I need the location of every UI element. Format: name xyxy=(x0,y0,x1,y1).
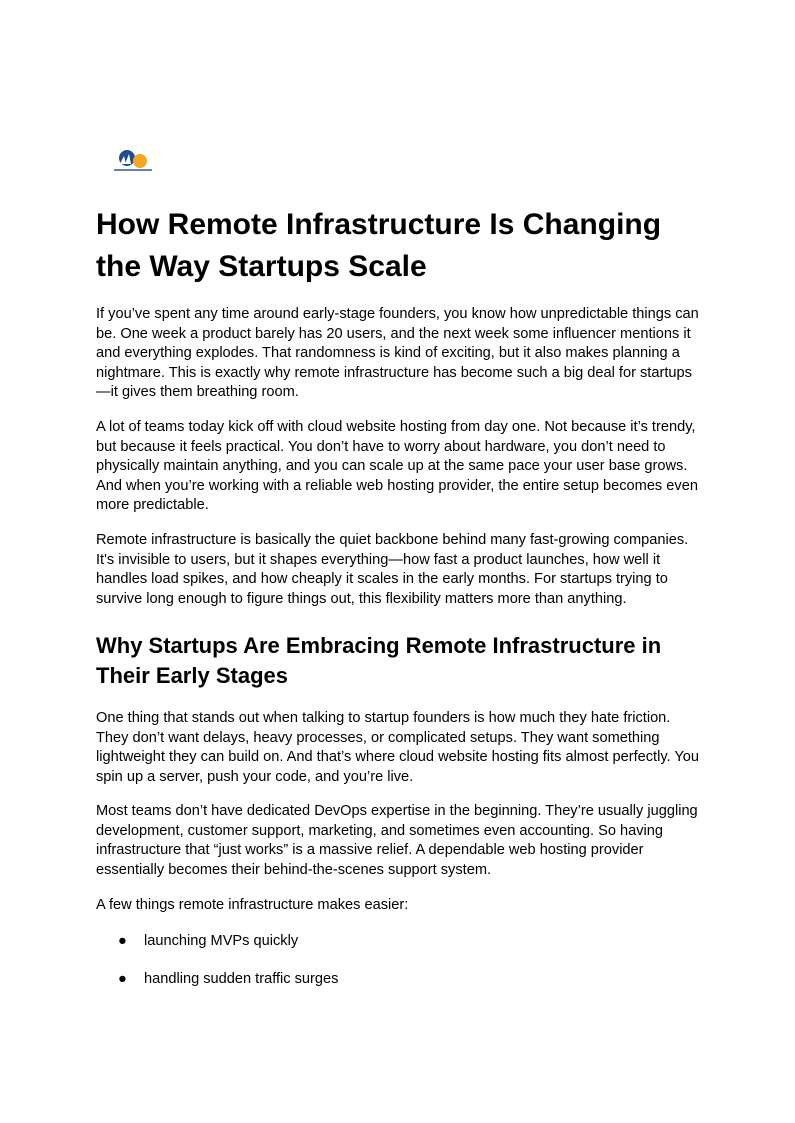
list-item-text: launching MVPs quickly xyxy=(144,933,299,949)
bullet-icon: ● xyxy=(118,933,127,949)
document-title: How Remote Infrastructure Is Changing the Way Startups Scale xyxy=(96,208,662,283)
section-paragraph-2: Most teams don’t have dedicated DevOps expertise in the beginning. They’re usually juggling development, customer support, marketing, and sometimes even accounting. So having infrastructure that “just works” is a massive relief. A dependable web hosting provider essentially becomes their behind-the-scenes support system. xyxy=(96,803,698,878)
intro-paragraph-3: Remote infrastructure is basically the quiet backbone behind many fast-growing companies. It's invisible to users, but it shapes everything—how fast a product launches, how well it handles load spikes, and how cheaply it scales in the early months. For startups trying to survive long enough to figure things out, this flexibility matters more than anything. xyxy=(96,532,689,607)
section-paragraph-1: One thing that stands out when talking to startup founders is how much they hate friction. They don’t want delays, heavy processes, or complicated setups. They want something lightweight they can build on. And that’s where cloud website hosting fits almost perfectly. You spin up a server, push your code, and you’re live. xyxy=(96,710,700,785)
intro-paragraph-2: A lot of teams today kick off with cloud website hosting from day one. Not because it’s trendy, but because it feels practical. You don’t have to worry about hardware, you don’t need to physically maintain anything, and you can scale up at the same pace your user base grows. And when you’re working with a reliable web hosting provider, the entire setup becomes even more predictable. xyxy=(96,419,698,513)
intro-paragraph-1: If you’ve spent any time around early-stage founders, you know how unpredictable things can be. One week a product barely has 20 users, and the next week some influencer mentions it and everything explodes. That randomness is kind of exciting, but it also makes planning a nightmare. This is exactly why remote infrastructure has become such a big deal for startups—it gives them breathing room. xyxy=(96,306,699,400)
bullet-icon: ● xyxy=(118,971,127,987)
section-heading: Why Startups Are Embracing Remote Infrastructure in Their Early Stages xyxy=(96,633,662,688)
company-logo xyxy=(112,148,154,178)
list-item-text: handling sudden traffic surges xyxy=(144,971,339,987)
section-paragraph-3: A few things remote infrastructure makes easier: xyxy=(96,897,409,913)
